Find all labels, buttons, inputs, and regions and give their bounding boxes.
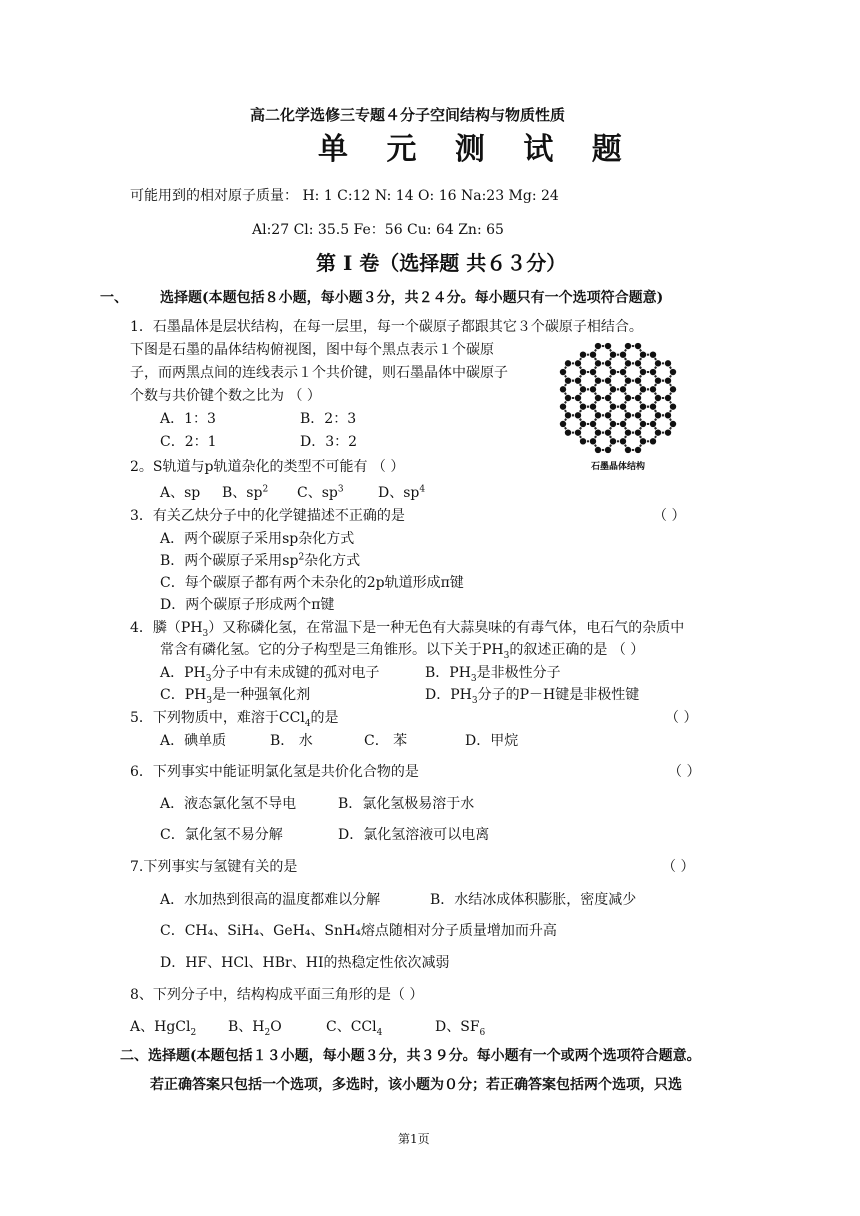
atomic-mass-line-1: 可能用到的相对原子质量： H: 1 C:12 N: 14 O: 16 Na:23 Mg: 24 xyxy=(130,188,559,204)
carbon-atom xyxy=(639,368,646,375)
carbon-atom xyxy=(574,429,581,436)
q6-option-c: C．氯化氢不易分解 xyxy=(160,827,283,843)
q6-option-a: A．液态氯化氢不导电 xyxy=(160,796,297,812)
carbon-atom xyxy=(664,360,671,367)
q8-option-a: A、HgCl$_2$ xyxy=(130,1019,197,1038)
carbon-atom xyxy=(649,351,656,358)
q7-option-c: C．CH₄、SiH₄、GeH₄、SnH₄熔点随相对分子质量增加而升高 xyxy=(160,923,557,939)
q2-option-d: D、$sp^4$ xyxy=(378,484,426,501)
q3-option-a: A．两个碳原子采用sp杂化方式 xyxy=(160,531,355,547)
test-title: 单 元 测 试 题 xyxy=(318,132,636,167)
carbon-atom xyxy=(624,360,631,367)
q1-line-4: 个数与共价键个数之比为 （ ） xyxy=(130,388,321,404)
q1-option-c: C．2：1 xyxy=(160,434,217,450)
carbon-atom xyxy=(604,412,611,419)
q1-option-a: A．1：3 xyxy=(160,411,216,427)
carbon-atom xyxy=(609,420,616,427)
carbon-atom xyxy=(594,446,601,453)
section-2-heading-line-1: 二、选择题(本题包括１３小题，每小题３分，共３９分。每小题有一个或两个选项符合题意。 xyxy=(120,1048,701,1064)
carbon-atom xyxy=(664,377,671,384)
carbon-atom xyxy=(579,351,586,358)
carbon-atom xyxy=(624,429,631,436)
q4-line-2: 常含有磷化氢。它的分子构型是三角锥形。以下关于$PH_3$的叙述正确的是 （ ） xyxy=(160,642,645,661)
carbon-atom xyxy=(574,377,581,384)
carbon-atom xyxy=(559,403,566,410)
carbon-atom xyxy=(634,342,641,349)
carbon-atom xyxy=(609,438,616,445)
carbon-atom xyxy=(624,377,631,384)
carbon-atom xyxy=(634,429,641,436)
q6-stem: 6．下列事实中能证明氯化氢是共价化合物的是 xyxy=(130,764,419,780)
carbon-atom xyxy=(639,386,646,393)
carbon-atom xyxy=(619,351,626,358)
q3-option-b: B．两个碳原子采用$sp^2$杂化方式 xyxy=(160,552,361,569)
carbon-atom xyxy=(589,368,596,375)
carbon-atom xyxy=(609,403,616,410)
q3-option-c: C．每个碳原子都有两个未杂化的2p轨道形成π键 xyxy=(160,575,464,591)
carbon-atom xyxy=(609,386,616,393)
carbon-atom xyxy=(639,351,646,358)
carbon-atom xyxy=(664,412,671,419)
q5-option-d: D．甲烷 xyxy=(465,733,519,749)
carbon-atom xyxy=(589,438,596,445)
carbon-atom xyxy=(669,368,676,375)
carbon-atom xyxy=(619,403,626,410)
q7-option-a: A．水加热到很高的温度都难以分解 xyxy=(160,892,381,908)
carbon-atom xyxy=(579,368,586,375)
q6-option-b: B．氯化氢极易溶于水 xyxy=(338,796,475,812)
carbon-atom xyxy=(564,412,571,419)
carbon-atom xyxy=(604,360,611,367)
q8-stem: 8、下列分子中，结构构成平面三角形的是（ ） xyxy=(130,987,424,1003)
carbon-atom xyxy=(624,446,631,453)
q2-stem: 2。S轨道与p轨道杂化的类型不可能有 （ ） xyxy=(130,459,405,475)
q1-line-3: 子，而两黑点间的连线表示１个共价键，则石墨晶体中碳原子 xyxy=(130,365,508,381)
carbon-atom xyxy=(579,438,586,445)
q8-option-b: B、$H_2O$ xyxy=(228,1019,282,1038)
carbon-atom xyxy=(639,403,646,410)
q4-option-d: D．$PH_3$分子的P－H键是非极性键 xyxy=(425,687,640,706)
carbon-atom xyxy=(619,386,626,393)
carbon-atom xyxy=(559,386,566,393)
carbon-atom xyxy=(609,351,616,358)
carbon-atom xyxy=(594,377,601,384)
q7-answer-paren: （ ） xyxy=(662,859,695,875)
q4-option-a: A．$PH_3$分子中有未成键的孤对电子 xyxy=(160,665,380,684)
carbon-atom xyxy=(669,386,676,393)
carbon-atom xyxy=(624,342,631,349)
q5-option-b: B． 水 xyxy=(270,733,313,749)
q5-option-c: C． 苯 xyxy=(364,733,408,749)
carbon-atom xyxy=(634,412,641,419)
q7-option-d: D．HF、HCl、HBr、HI的热稳定性依次减弱 xyxy=(160,955,450,971)
q1-line-1: 1．石墨晶体是层状结构，在每一层里，每一个碳原子都跟其它３个碳原子相结合。 xyxy=(130,319,643,335)
q5-stem: 5．下列物质中，难溶于CCl$_4$的是 xyxy=(130,710,339,729)
q5-option-a: A．碘单质 xyxy=(160,733,227,749)
carbon-atom xyxy=(649,438,656,445)
carbon-atom xyxy=(654,360,661,367)
carbon-atom xyxy=(649,403,656,410)
carbon-atom xyxy=(654,412,661,419)
atomic-mass-line-2: Al:27 Cl: 35.5 Fe：56 Cu: 64 Zn: 65 xyxy=(252,222,504,238)
q3-stem: 3．有关乙炔分子中的化学键描述不正确的是 xyxy=(130,508,405,524)
carbon-atom xyxy=(634,394,641,401)
carbon-atom xyxy=(649,420,656,427)
volume-title: 第 Ⅰ 卷（选择题 共６３分） xyxy=(316,251,567,275)
graphite-structure-figure xyxy=(543,338,693,474)
carbon-atom xyxy=(564,360,571,367)
carbon-atom xyxy=(624,394,631,401)
q8-option-d: D、$SF_6$ xyxy=(435,1019,486,1038)
carbon-atom xyxy=(589,403,596,410)
carbon-atom xyxy=(559,368,566,375)
carbon-atom xyxy=(649,368,656,375)
carbon-atom xyxy=(594,429,601,436)
carbon-atom xyxy=(594,394,601,401)
q4-line-1: 4．膦$(PH_3)$又称磷化氢，在常温下是一种无色有大蒜臭味的有毒气体，电石气的杂质中 xyxy=(130,620,685,639)
carbon-atom xyxy=(639,420,646,427)
carbon-atom xyxy=(574,412,581,419)
q2-option-b: B、$sp^2$ xyxy=(222,484,269,501)
q1-option-d: D．3：2 xyxy=(300,434,358,450)
q8-option-c: C、CCl$_4$ xyxy=(326,1019,383,1038)
q2-option-a: A、sp xyxy=(160,485,201,501)
carbon-atom xyxy=(649,386,656,393)
carbon-atom xyxy=(574,394,581,401)
carbon-atom xyxy=(564,377,571,384)
carbon-atom xyxy=(624,412,631,419)
carbon-atom xyxy=(654,394,661,401)
carbon-atom xyxy=(589,386,596,393)
carbon-atom xyxy=(634,446,641,453)
carbon-atom xyxy=(559,420,566,427)
carbon-atom xyxy=(564,429,571,436)
carbon-atom xyxy=(589,420,596,427)
carbon-atom xyxy=(574,360,581,367)
q4-option-b: B．$PH_3$是非极性分子 xyxy=(425,665,561,684)
q7-option-b: B．水结冰成体积膨胀，密度减少 xyxy=(430,892,637,908)
carbon-atom xyxy=(634,377,641,384)
section-1-heading: 选择题(本题包括８小题，每小题３分，共２４分。每小题只有一个选项符合题意) xyxy=(160,290,664,306)
carbon-atom xyxy=(664,429,671,436)
graphite-atoms xyxy=(559,342,676,453)
carbon-atom xyxy=(604,342,611,349)
carbon-atom xyxy=(634,360,641,367)
carbon-atom xyxy=(564,394,571,401)
carbon-atom xyxy=(579,386,586,393)
q6-answer-paren: （ ） xyxy=(668,764,701,780)
q5-answer-paren: （ ） xyxy=(665,710,698,726)
carbon-atom xyxy=(594,360,601,367)
carbon-atom xyxy=(609,368,616,375)
carbon-atom xyxy=(664,394,671,401)
carbon-atom xyxy=(594,412,601,419)
q4-option-c: C．$PH_3$是一种强氧化剂 xyxy=(160,687,311,706)
carbon-atom xyxy=(669,420,676,427)
q2-option-c: C、$sp^3$ xyxy=(297,484,344,501)
carbon-atom xyxy=(639,438,646,445)
carbon-atom xyxy=(594,342,601,349)
page-number: 第1页 xyxy=(398,1132,430,1146)
q7-stem: 7.下列事实与氢键有关的是 xyxy=(130,859,298,875)
section-1-number: 一、 xyxy=(100,290,128,306)
carbon-atom xyxy=(619,368,626,375)
carbon-atom xyxy=(654,429,661,436)
q3-answer-paren: （ ） xyxy=(653,508,686,524)
carbon-atom xyxy=(604,446,611,453)
section-2-heading-line-2: 若正确答案只包括一个选项，多选时，该小题为０分；若正确答案包括两个选项，只选 xyxy=(150,1077,682,1093)
q6-option-d: D．氯化氢溶液可以电离 xyxy=(338,827,490,843)
carbon-atom xyxy=(669,403,676,410)
carbon-atom xyxy=(579,403,586,410)
carbon-atom xyxy=(619,438,626,445)
carbon-atom xyxy=(604,377,611,384)
course-title: 高二化学选修三专题４分子空间结构与物质性质 xyxy=(250,106,566,124)
q1-line-2: 下图是石墨的晶体结构俯视图，图中每个黑点表示１个碳原 xyxy=(130,342,494,358)
carbon-atom xyxy=(579,420,586,427)
q1-option-b: B．2：3 xyxy=(300,411,357,427)
graphite-caption: 石墨晶体结构 xyxy=(590,462,646,472)
carbon-atom xyxy=(589,351,596,358)
carbon-atom xyxy=(619,420,626,427)
carbon-atom xyxy=(654,377,661,384)
carbon-atom xyxy=(604,394,611,401)
carbon-atom xyxy=(604,429,611,436)
q3-option-d: D．两个碳原子形成两个π键 xyxy=(160,597,335,613)
